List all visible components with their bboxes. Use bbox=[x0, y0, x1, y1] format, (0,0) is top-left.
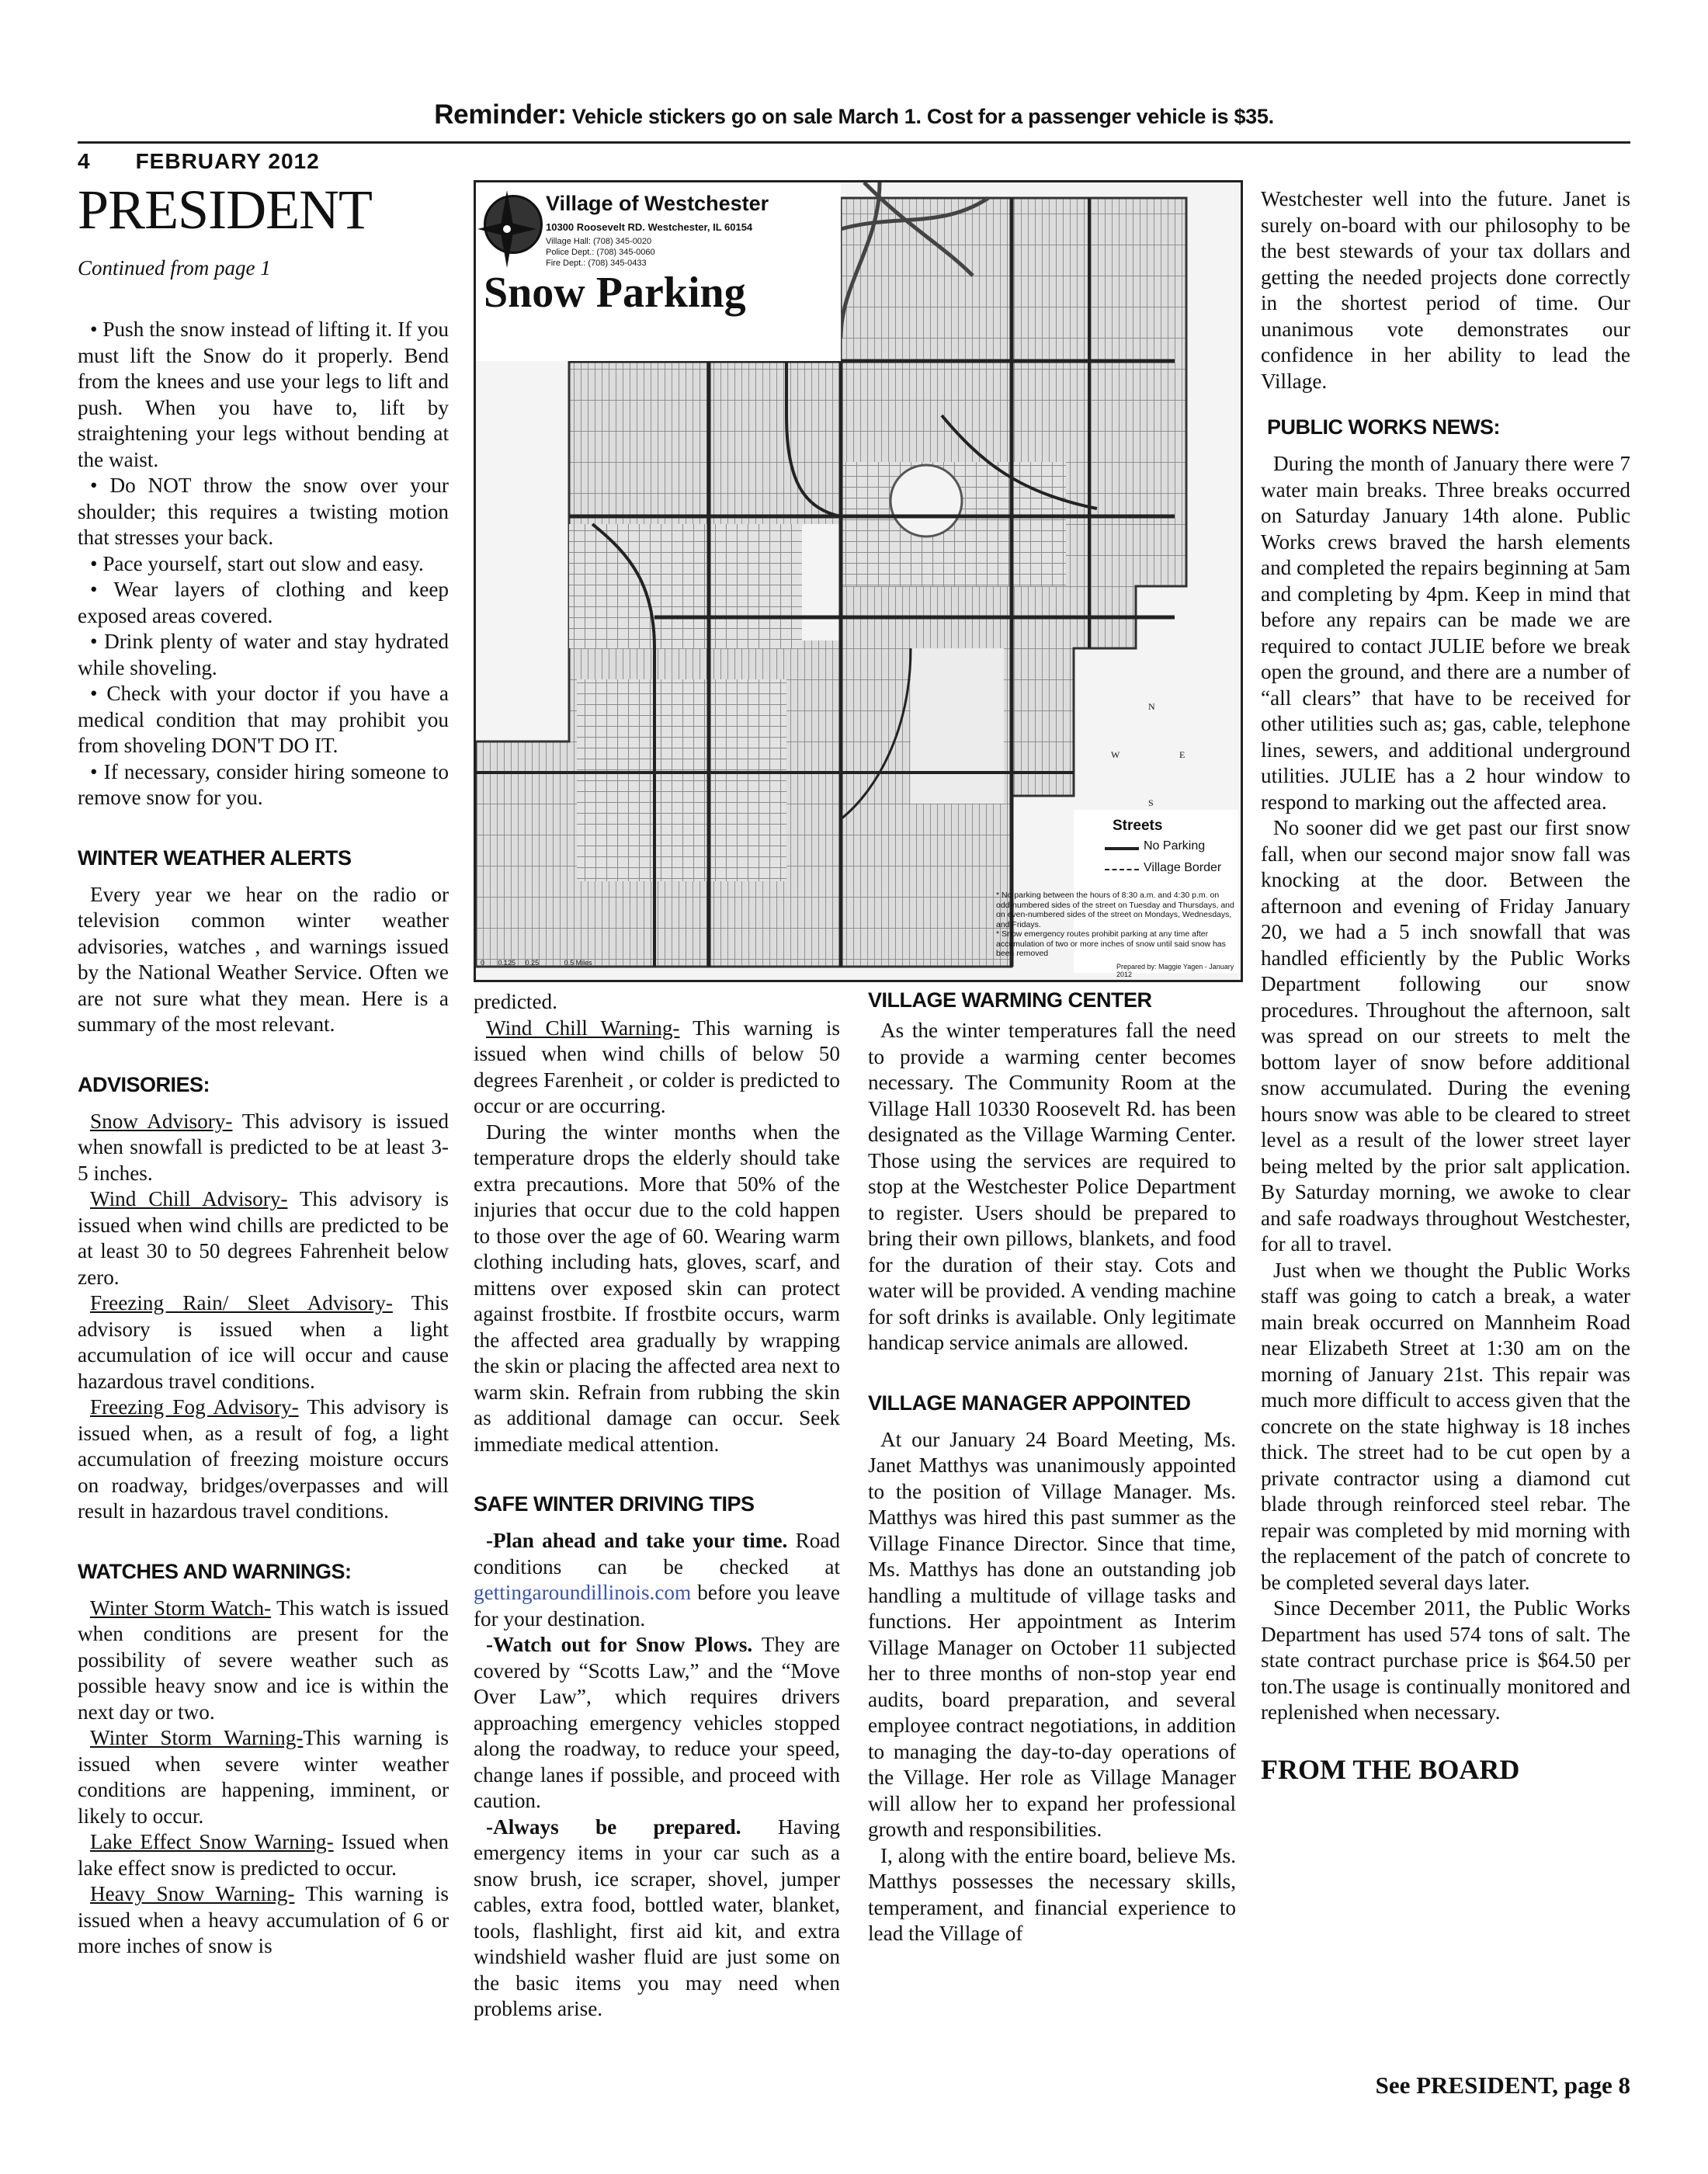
heading-manager-appointed: VILLAGE MANAGER APPOINTED bbox=[868, 1391, 1191, 1415]
snow-advisory bbox=[78, 1109, 449, 1187]
map-prepared-by: Prepared by: Maggie Yagen - January 2012 bbox=[1116, 963, 1234, 978]
pw-paragraph-1: During the month of January there were 7 water main breaks. Three breaks occurred on Saturday January 14th alone. Public Works crews braved the harsh elements and completed the repairs beginning at 5am and completing by 4pm. Keep in mind that before any repairs can be made we are required to contact JULIE before we break open the ground, and there are a number of “all clears” that have to be received for other utilities such as; gas, cable, telephone lines, sewers, and additional underground utilities. JULIE has a 2 hour window to respond to marking out the affected area. bbox=[1261, 452, 1630, 814]
winter-storm-warning-term: Winter Storm Warning- bbox=[90, 1726, 304, 1749]
legend-no-parking: No Parking bbox=[1144, 839, 1206, 853]
bullet-1: • Push the snow instead of lifting it. If you must lift the Snow do it properly. Bend from the knees and use your legs to lift and push. When you have to, lift by straightening your legs without bending at the waist. bbox=[78, 318, 449, 471]
map-title: Snow Parking bbox=[484, 269, 746, 317]
legend-village-border: Village Border bbox=[1144, 861, 1222, 874]
scale-05: 0.5 bbox=[564, 959, 575, 967]
freezing-rain-advisory bbox=[78, 1290, 449, 1394]
winter-storm-watch-text: This watch is issued when conditions are present for the possibility of severe weather such as possible heavy snow and ice is within the next day or two. bbox=[78, 1596, 449, 1724]
heading-from-the-board: FROM THE BOARD bbox=[1261, 1753, 1520, 1785]
freezing-rain-advisory-term: Freezing Rain/ Sleet Advisory- bbox=[90, 1291, 393, 1314]
page-info bbox=[78, 149, 320, 174]
wind-chill-warning-text: This warning is issued when wind chills of below 50 degrees Farenheit , or colder is predicted to occur or are occurring. bbox=[474, 1016, 840, 1117]
scale-0: 0 bbox=[481, 959, 485, 967]
heading-advisories: ADVISORIES: bbox=[78, 1072, 210, 1096]
wind-chill-warning bbox=[474, 1016, 840, 1120]
heavy-snow-warning-term: Heavy Snow Warning- bbox=[90, 1882, 295, 1905]
tip-plan-ahead-text: Road conditions can be checked at bbox=[474, 1529, 840, 1578]
tip-plan-ahead-lead: -Plan ahead and take your time. bbox=[486, 1529, 788, 1552]
bullet-7: • If necessary, consider hiring someone to remove snow for you. bbox=[78, 759, 449, 809]
tip-snow-plows bbox=[474, 1632, 840, 1815]
wind-chill-advisory-text: This advisory is issued when wind chills are predicted to be at least 30 to 50 degrees Fahrenheit below zero. bbox=[78, 1187, 450, 1289]
snow-parking-map bbox=[474, 180, 1243, 982]
header-rule bbox=[78, 141, 1630, 144]
compass-east: E bbox=[1179, 749, 1186, 760]
heading-winter-alerts: WINTER WEATHER ALERTS bbox=[78, 846, 352, 870]
column-4 bbox=[1261, 186, 1630, 1783]
tip-snow-plows-text: They are covered by “Scotts Law,” and the “Move Over Law”, which requires drivers approaching emergency vehicles stopped along the roadway, to reduce your speed, change lanes if possible, and proceed with caution. bbox=[474, 1633, 840, 1812]
winter-storm-warning bbox=[78, 1725, 449, 1829]
bullet-2: • Do NOT throw the snow over your shoulder; this requires a twisting motion that stresses your back. bbox=[78, 474, 449, 549]
snow-advisory-text: This advisory is issued when snowfall is predicted to be at least 3-5 inches. bbox=[78, 1109, 449, 1185]
map-phone-fire: Fire Dept.: (708) 345-0433 bbox=[546, 259, 647, 268]
lake-effect-warning-term: Lake Effect Snow Warning- bbox=[90, 1830, 334, 1853]
winter-storm-watch-term: Winter Storm Watch- bbox=[90, 1596, 272, 1620]
freezing-fog-advisory bbox=[78, 1394, 449, 1525]
map-phone-police: Police Dept.: (708) 345-0060 bbox=[546, 248, 655, 257]
compass-south: S bbox=[1148, 797, 1154, 808]
issue-date: FEBRUARY 2012 bbox=[135, 149, 320, 173]
legend-border-swatch bbox=[1105, 869, 1139, 870]
map-village-name: Village of Westchester bbox=[546, 192, 769, 215]
tip-be-prepared bbox=[474, 1815, 840, 2023]
see-more-link[interactable]: See PRESIDENT, page 8 bbox=[1375, 2072, 1630, 2099]
manager-paragraph-1: At our January 24 Board Meeting, Ms. Janet Matthys was unanimously appointed to the position of Village Manager. Ms. Matthys was hired this past summer as the Village Finance Director. Since that time, Ms. Matthys has done an outstanding job handling a multitude of village tasks and functions. Her appointment as Interim Village Manager on October 11 subjected her to three months of non-stop year end audits, board preparation, and several employee contract negotiations, in addition to managing the day-to-day operations of the Village. Her role as Village Manager will allow her to expand her professional growth and responsibilities. bbox=[868, 1427, 1236, 1841]
pw-paragraph-3: Just when we thought the Public Works staff was going to catch a break, a water main break occurred on Mannheim Road near Elizabeth Street at 1:30 am on the morning of January 21st. This repair was much more difficult to access given that the concrete on the state highway is 18 inches thick. The street had to be cut open by a private contractor using a diamond cut blade through reinforced steel rebar. The repair was completed by mid morning with the replacement of the patch of concrete to be completed several days later. bbox=[1261, 1258, 1630, 1594]
reminder-banner bbox=[0, 99, 1708, 130]
reminder-text: Vehicle stickers go on sale March 1. Cost for a passenger vehicle is $35. bbox=[566, 105, 1274, 128]
heading-watches-warnings: WATCHES AND WARNINGS: bbox=[78, 1559, 352, 1583]
freezing-fog-advisory-term: Freezing Fog Advisory- bbox=[90, 1395, 299, 1419]
manager-paragraph-2: I, along with the entire board, believe Ms. Matthys possesses the necessary skills, temperament, and financial experience to lead the Village of bbox=[868, 1843, 1236, 1945]
elderly-paragraph: During the winter months when the temperature drops the elderly should take extra precautions. More that 50% of the injuries that occur due to the cold happen to those over the age of 60. Wearing warm clothing including hats, gloves, scarf, and mittens over exposed skin can protect against frostbite. If frostbite occurs, warm the affected area gradually by wrapping the skin or placing the affected area next to warm skin. Refrain from rubbing the skin as additional damage can occur. Seek immediate medical attention. bbox=[474, 1120, 840, 1456]
legend-title: Streets bbox=[1113, 818, 1163, 834]
heading-warming-center: VILLAGE WARMING CENTER bbox=[868, 988, 1152, 1012]
map-phone-hall: Village Hall: (708) 345-0020 bbox=[546, 237, 652, 246]
column-1 bbox=[78, 317, 449, 1960]
heavy-snow-warning bbox=[78, 1881, 449, 1960]
lake-effect-warning bbox=[78, 1829, 449, 1881]
map-note-1: * No parking between the hours of 8:30 a.m. and 4:30 p.m. on odd-numbered sides of the street on Tuesday and Thursdays, and on even-numbered sides of the street on Mondays, Wednesdays, and Fridays. bbox=[996, 891, 1234, 929]
bullet-4: • Wear layers of clothing and keep exposed areas covered. bbox=[78, 578, 449, 627]
tip-plan-ahead-end: before you leave for your destination. bbox=[474, 1581, 840, 1630]
freezing-rain-advisory-text: This advisory is issued when a light accumulation of ice will occur and cause hazardous travel conditions. bbox=[78, 1291, 450, 1393]
scale-025: 0.25 bbox=[525, 959, 540, 967]
scale-0125: 0.125 bbox=[498, 959, 516, 967]
page-number: 4 bbox=[78, 149, 91, 173]
alerts-paragraph: Every year we hear on the radio or television common winter weather advisories, watches , and warnings issued by the National Weather Service. Often we are not sure what they mean. Here is a summary of the most relevant. bbox=[78, 882, 449, 1036]
continued-predicted: predicted. bbox=[474, 990, 557, 1013]
bullet-5: • Drink plenty of water and stay hydrated while shoveling. bbox=[78, 630, 449, 679]
tip-be-prepared-text: Having emergency items in your car such as a snow brush, ice scraper, shovel, jumper cables, extra food, bottled water, blanket, tools, flashlight, first aid kit, and extra windshield washer fluid are just some on the basic items you may need when problems arise. bbox=[474, 1815, 840, 2020]
map-note-2: * Snow emergency routes prohibit parking at any time after accumulation of two or more inches of snow until said snow has been removed bbox=[996, 929, 1226, 958]
freezing-fog-advisory-text: This advisory is issued when, as a result of fog, a light accumulation of freezing moisture occurs on roadway, bridges/overpasses and will result in hazardous travel conditions. bbox=[78, 1395, 449, 1523]
compass-rose-icon bbox=[476, 182, 538, 276]
map-address: 10300 Roosevelt RD. Westchester, IL 60154 bbox=[546, 221, 753, 233]
warming-paragraph: As the winter temperatures fall the need to provide a warming center becomes necessary. The Community Room at the Village Hall 10330 Roosevelt Rd. has been designated as the Village Warming Center. Those using the services are required to stop at the Westchester Police Department to register. Users should be prepared to bring their own pillows, blankets, and food for the duration of their stay. Cots and water will be provided. A vending machine for soft drinks is available. Only legitimate handicap service animals are allowed. bbox=[868, 1019, 1236, 1354]
map-scale-bar bbox=[481, 959, 592, 967]
winter-storm-warning-text: This warning is issued when severe winter weather conditions are happening, imminent, or likely to occur. bbox=[78, 1726, 449, 1828]
website-link[interactable]: gettingaroundillinois.com bbox=[474, 1581, 692, 1604]
wind-chill-advisory bbox=[78, 1186, 449, 1290]
compass-north: N bbox=[1148, 701, 1155, 712]
column-2 bbox=[474, 989, 840, 2023]
winter-storm-watch bbox=[78, 1596, 449, 1726]
lake-effect-warning-text: Issued when lake effect snow is predicted to occur. bbox=[78, 1830, 449, 1880]
reminder-lead: Reminder: bbox=[434, 99, 567, 130]
pw-paragraph-4: Since December 2011, the Public Works Department has used 574 tons of salt. The state contract purchase price is $64.50 per ton.The usage is continually monitored and replenished when necessary. bbox=[1261, 1596, 1630, 1724]
heavy-snow-warning-text: This warning is issued when a heavy accumulation of 6 or more inches of snow is bbox=[78, 1882, 449, 1957]
wind-chill-advisory-term: Wind Chill Advisory- bbox=[90, 1187, 288, 1210]
bullet-3: • Pace yourself, start out slow and easy. bbox=[90, 551, 424, 575]
continued-westchester: Westchester well into the future. Janet is surely on-board with our philosophy to be the best stewards of your tax dollars and getting the needed projects done correctly in the shortest period of time. Our unanimous vote demonstrates our confidence in her ability to lead the Village. bbox=[1261, 187, 1630, 393]
scale-unit: Miles bbox=[575, 959, 592, 967]
pw-paragraph-2: No sooner did we get past our first snow fall, when our second major snow fall was knocking at the door. Between the afternoon and evening of Friday January 20, we had a 5 inch snowfall that was handled efficiently by the Public Works Department following our snow procedures. Throughout the afternoon, salt was spread on our streets to melt the bottom layer of snow before additional snow accumulated. During the evening hours snow was able to be cleared to street level as a result of the lower street layer being melted by the prior salt application. By Saturday morning, we awoke to clear and safe roadways throughout Westchester, for all to travel. bbox=[1261, 816, 1630, 1255]
tip-be-prepared-lead: -Always be prepared. bbox=[486, 1815, 741, 1839]
bullet-6: • Check with your doctor if you have a medical condition that may prohibit you from shoveling DON'T DO IT. bbox=[78, 682, 449, 757]
compass-west: W bbox=[1111, 749, 1120, 760]
continued-note: Continued from page 1 bbox=[78, 256, 271, 280]
tip-plan-ahead bbox=[474, 1528, 840, 1632]
tip-snow-plows-lead: -Watch out for Snow Plows. bbox=[486, 1633, 753, 1656]
column-3 bbox=[868, 988, 1236, 1947]
legend-no-parking-swatch bbox=[1105, 847, 1139, 850]
heading-driving-tips: SAFE WINTER DRIVING TIPS bbox=[474, 1492, 755, 1516]
heading-public-works: PUBLIC WORKS NEWS: bbox=[1267, 415, 1500, 439]
snow-advisory-term: Snow Advisory- bbox=[90, 1109, 233, 1133]
wind-chill-warning-term: Wind Chill Warning- bbox=[486, 1016, 680, 1040]
section-title: PRESIDENT bbox=[78, 179, 373, 241]
